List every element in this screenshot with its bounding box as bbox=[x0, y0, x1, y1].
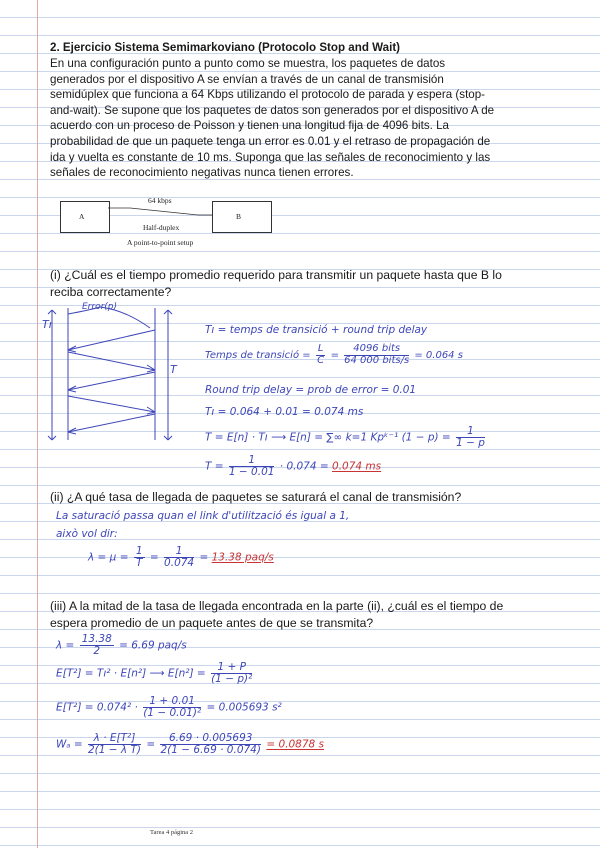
statement-line: ida y vuelta es constante de 10 ms. Suponga que las señales de reconocimiento y las bbox=[50, 150, 491, 164]
answer-ii-result: 13.38 paq/s bbox=[211, 551, 274, 564]
statement-line: probabilidad de que un paquete tenga un error es 0.01 y el retraso de propagación de bbox=[50, 135, 491, 148]
node-b-label: B bbox=[236, 212, 242, 221]
node-b-box bbox=[212, 201, 272, 233]
timing-left-label: Tı bbox=[42, 318, 52, 331]
answer-iii-second-moment: E[T²] = Tı² · E[n²] ⟶ E[n²] = $\frac{1 + P}{\text{(1 − p)²}}$ bbox=[56, 661, 253, 686]
node-a-label: A bbox=[79, 212, 85, 221]
answer-i-line1: Tı = temps de transició + round trip delay bbox=[205, 324, 428, 336]
link-rate: 64 kbps bbox=[148, 196, 172, 205]
question-iii-line: espera promedio de un paquete antes de que se transmita? bbox=[50, 616, 374, 631]
statement-line: señales de reconocimiento negativas nunca tienen errores. bbox=[50, 166, 354, 180]
answer-i-line5: T = E[n] · Tı ⟶ E[n] = ∑∞ k=1 Kpᵏ⁻¹ (1 − p) = $\frac{1}{1 - p}$ bbox=[205, 425, 485, 450]
answer-iii-waiting-time: Wₐ = $\frac{\text{λ · E[T²]}}{\text{2(1 − λ T)}}$ = $\frac{6.69 \cdot 0.005693}{2(1 - 6.69 \cdot 0.074)}$ = 0.0878 s bbox=[56, 732, 324, 757]
answer-i-result: 0.074 ms bbox=[332, 460, 382, 473]
answer-iii-result: = 0.0878 s bbox=[266, 738, 324, 751]
exercise-title: 2. Ejercicio Sistema Semimarkoviano (Protocolo Stop and Wait) bbox=[50, 41, 401, 54]
answer-ii-line1: La saturació passa quan el link d'utilització és igual a 1, bbox=[56, 510, 350, 522]
statement-line: En una configuración punto a punto como se muestra, los paquetes de datos bbox=[50, 57, 446, 70]
question-i-line: reciba correctamente? bbox=[50, 285, 172, 300]
timing-right-label: T bbox=[170, 363, 177, 376]
node-a-box bbox=[60, 201, 110, 233]
figure-caption: A point-to-point setup bbox=[127, 238, 194, 247]
answer-iii-lambda: λ = $\frac{13.38}{2}$ = 6.69 paq/s bbox=[56, 633, 187, 658]
answer-i-line3: Round trip delay = prob de error = 0.01 bbox=[205, 384, 417, 396]
question-i-line: (i) ¿Cuál es el tiempo promedio requerido para transmitir un paquete hasta que B lo bbox=[50, 268, 502, 282]
statement-line: generados por el dispositivo A se envían a través de un canal de transmisión bbox=[50, 72, 444, 86]
answer-iii-value: E[T²] = 0.074² · $\frac{1 + 0.01}{\text{(1 − 0.01)²}}$ = 0.005693 s² bbox=[56, 695, 282, 720]
timing-error-label: Error(p) bbox=[82, 302, 118, 312]
statement-line: semidúplex que funciona a 64 Kbps utilizando el protocolo de parada y espera (stop- bbox=[50, 88, 486, 102]
answer-ii-line2: això vol dir: bbox=[56, 528, 118, 540]
point-to-point-figure bbox=[50, 192, 290, 252]
answer-i-line2: Temps de transició = $\frac{L}{C}$ = $\frac{\text{4096 bits}}{\text{64 000 bits/s}}$ = 0.064 s bbox=[205, 343, 463, 366]
question-iii-line: (iii) A la mitad de la tasa de llegada encontrada en la parte (ii), ¿cuál es el tiempo de bbox=[50, 599, 504, 613]
question-ii: (ii) ¿A qué tasa de llegada de paquetes se saturará el canal de transmisión? bbox=[50, 490, 462, 504]
notebook-margin-line bbox=[37, 0, 38, 848]
answer-i-line6: T = $\frac{1}{1 - 0.01}$ · 0.074 = 0.074 ms bbox=[205, 454, 382, 479]
answer-ii-equation: λ = μ = $\frac{1}{T}$ = $\frac{1}{0.074}$ = 13.38 paq/s bbox=[88, 545, 274, 570]
link-line bbox=[108, 206, 212, 222]
answer-i-line4: Tı = 0.064 + 0.01 = 0.074 ms bbox=[205, 406, 364, 418]
stop-and-wait-timing-diagram bbox=[40, 302, 180, 452]
statement-line: acuerdo con un proceso de Poisson y tienen una longitud fija de 4096 bits. La bbox=[50, 119, 449, 133]
page-footer: Tarea 4 página 2 bbox=[150, 829, 194, 836]
link-mode: Half-duplex bbox=[143, 223, 180, 232]
statement-line: and-wait). Se supone que los paquetes de datos son generados por el dispositivo A de bbox=[50, 103, 495, 117]
